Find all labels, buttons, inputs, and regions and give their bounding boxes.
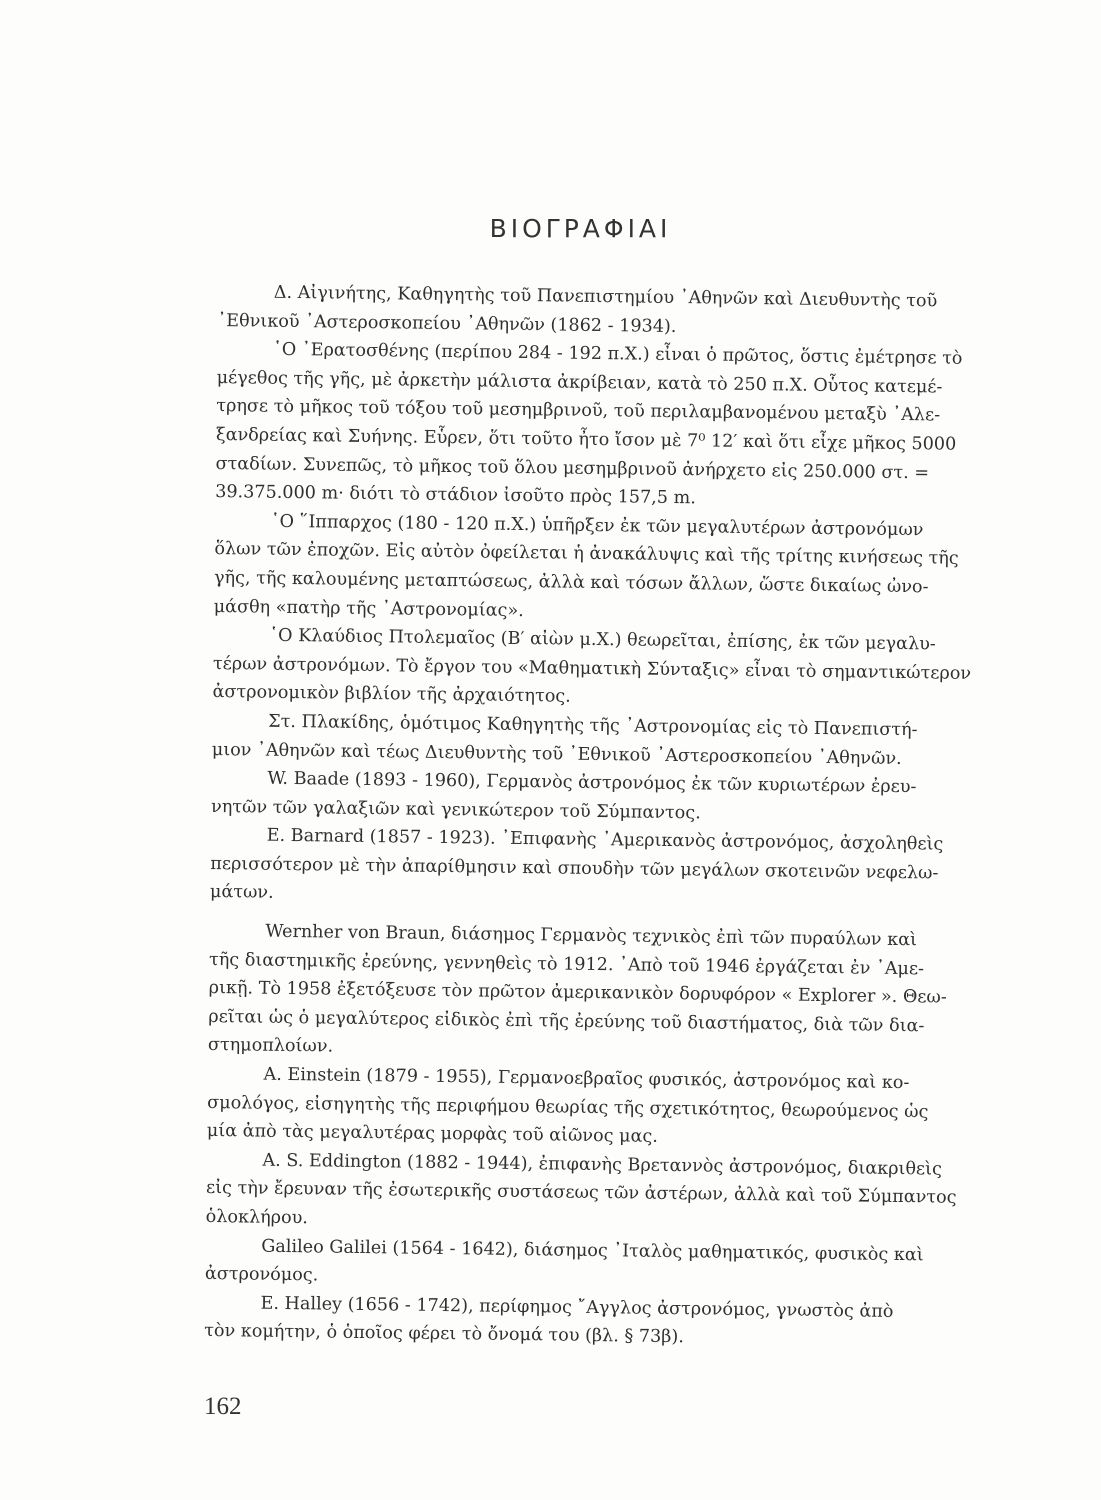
biography-entry <box>204 1289 1055 1357</box>
text-line: μάσθη «πατὴρ τῆς ᾽Αστρονομίας». <box>213 596 524 621</box>
text-line: τρησε τὸ μῆκος τοῦ τόξου τοῦ μεσημβρινοῦ, τοῦ περιλαμβανομένου μεταξὺ ᾽Αλε- <box>216 396 941 426</box>
text-line: μιον ᾽Αθηνῶν καὶ τέως Διευθυντὴς τοῦ ᾽Εθνικοῦ ᾽Αστεροσκοπείου ᾽Αθηνῶν. <box>211 739 902 769</box>
text-line: 39.375.000 m· διότι τὸ στάδιον ἰσοῦτο πρὸς 157,5 m. <box>215 482 697 509</box>
text-line: Δ. Αἰγινήτης, Καθηγητὴς τοῦ Πανεπιστημίου ᾽Αθηνῶν καὶ Διευθυντὴς τοῦ <box>273 282 938 312</box>
biography-entry <box>207 1060 1058 1157</box>
text-line: Wernher von Braun, διάσημος Γερμανὸς τεχνικὸς ἐπὶ τῶν πυραύλων καὶ <box>265 921 918 951</box>
text-line: A. S. Eddington (1882 - 1944), ἐπιφανὴς Βρεταννὸς ἀστρονόμος, διακριθεὶς <box>262 1150 942 1180</box>
text-line: σταδίων. Συνεπῶς, τὸ μῆκος τοῦ ὅλου μεσημβρινοῦ ἀνήρχετο εἰς 250.000 στ. = <box>215 453 930 483</box>
biography-entry <box>212 621 1063 718</box>
text-line: Galileo Galilei (1564 - 1642), διάσημος ᾽Ιταλὸς μαθηματικός, φυσικὸς καὶ <box>261 1236 924 1265</box>
text-line: περισσότερον μὲ τὴν ἀπαρίθμησιν καὶ σπουδὴν τῶν μεγάλων σκοτεινῶν νεφελω- <box>210 853 939 884</box>
biography-entry <box>214 507 1065 632</box>
text-line: Στ. Πλακίδης, ὁμότιμος Καθηγητὴς τῆς ᾽Αστρονομίας εἰς τὸ Πανεπιστή- <box>268 711 918 741</box>
text-line: τὸν κομήτην, ὁ ὁποῖος φέρει τὸ ὄνομά του (βλ. § 73β). <box>204 1321 684 1348</box>
text-line: E. Halley (1656 - 1742), περίφημος ῎Αγγλος ἀστρονόμος, γνωστὸς ἀπὸ <box>260 1293 894 1322</box>
biography-entry <box>215 335 1067 518</box>
text-line: W. Baade (1893 - 1960), Γερμανὸς ἀστρονόμος ἐκ τῶν κυριωτέρων ἐρευ- <box>267 768 917 798</box>
page-title: ΒΙΟΓΡΑΦΙΑΙ <box>489 214 672 243</box>
text-line: ἀστρονόμος. <box>204 1264 319 1286</box>
text-line: ῾Ο ᾽Ερατοσθένης (περίπου 284 - 192 π.Χ.) εἶναι ὁ πρῶτος, ὅστις ἐμέτρησε τὸ <box>272 339 963 369</box>
text-line: ᾽Εθνικοῦ ᾽Αστεροσκοπείου ᾽Αθηνῶν (1862 - 1934). <box>217 310 677 337</box>
text-line: ρικῇ. Τὸ 1958 ἐξετόξευσε τὸν πρῶτον ἀμερικανικὸν δορυφόρον « Explorer ». Θεω- <box>208 978 947 1008</box>
text-line: A. Einstein (1879 - 1955), Γερμανοεβραῖος φυσικός, ἀστρονόμος καὶ κο- <box>263 1064 910 1094</box>
text-line: ῾Ο ῞Ιππαρχος (180 - 120 π.Χ.) ὑπῆρξεν ἐκ τῶν μεγαλυτέρων ἀστρονόμων <box>270 511 924 541</box>
biography-entry <box>208 917 1060 1071</box>
text-line: στημοπλοίων. <box>207 1035 334 1058</box>
text-line: γῆς, τῆς καλουμένης μεταπτώσεως, ἀλλὰ καὶ τόσων ἄλλων, ὥστε δικαίως ὠνο- <box>213 567 929 598</box>
text-line: μία ἀπὸ τὰς μεγαλυτέρας μορφὰς τοῦ αἰῶνος μας. <box>206 1121 658 1148</box>
text-line: E. Barnard (1857 - 1923). ᾽Επιφανὴς ᾽Αμερικανὸς ἀστρονόμος, ἀσχοληθεὶς <box>266 825 944 855</box>
text-line: μέγεθος τῆς γῆς, μὲ ἀρκετὴν μάλιστα ἀκρίβειαν, κατὰ τὸ 250 π.Χ. Οὗτος κατεμέ- <box>216 367 943 398</box>
text-line: τέρων ἀστρονόμων. Τὸ ἔργον του «Μαθηματικὴ Σύνταξις» εἶναι τὸ σημαντικώτερον <box>212 653 972 684</box>
text-line: ὅλων τῶν ἐποχῶν. Εἰς αὐτὸν ὀφείλεται ἡ ἀνακάλυψις καὶ τῆς τρίτης κινήσεως τῆς <box>214 539 959 570</box>
text-line: ἀστρονομικὸν βιβλίον τῆς ἀρχαιότητος. <box>212 682 571 707</box>
text-line: νητῶν τῶν γαλαξιῶν καὶ γενικώτερον τοῦ Σύμπαντος. <box>210 796 701 824</box>
text-line: ρεῖται ὡς ὁ μεγαλύτερος εἰδικὸς ἐπὶ τῆς ἐρεύνης τοῦ διαστήματος, διὰ τῶν δια- <box>208 1006 925 1037</box>
text-line: εἰς τὴν ἔρευναν τῆς ἐσωτερικῆς συστάσεως τῶν ἀστέρων, ἀλλὰ καὶ τοῦ Σύμπαντος <box>205 1178 957 1209</box>
text-line: ῾Ο Κλαύδιος Πτολεμαῖος (Β′ αἰὼν μ.Χ.) θεωρεῖται, ἐπίσης, ἐκ τῶν μεγαλυ- <box>269 625 936 655</box>
text-line: τῆς διαστημικῆς ἐρεύνης, γεννηθεὶς τὸ 1912. ᾽Απὸ τοῦ 1946 ἐργάζεται ἐν ᾽Αμε- <box>208 949 925 979</box>
page-number: 162 <box>204 1393 242 1420</box>
text-line: μάτων. <box>209 882 274 904</box>
text-line: σμολόγος, εἰσηγητὴς τῆς περιφήμου θεωρίας τῆς σχετικότητος, θεωρούμενος ὡς <box>207 1092 929 1122</box>
biography-list <box>204 278 1068 1357</box>
text-line: ξανδρείας καὶ Συήνης. Εὗρεν, ὅτι τοῦτο ἦτο ἴσον μὲ 7⁰ 12′ καὶ ὅτι εἶχε μῆκος 5000 <box>215 424 957 455</box>
biography-entry <box>206 1146 1057 1243</box>
text-line: ὁλοκλήρου. <box>205 1206 309 1229</box>
biography-entry <box>210 821 1061 918</box>
